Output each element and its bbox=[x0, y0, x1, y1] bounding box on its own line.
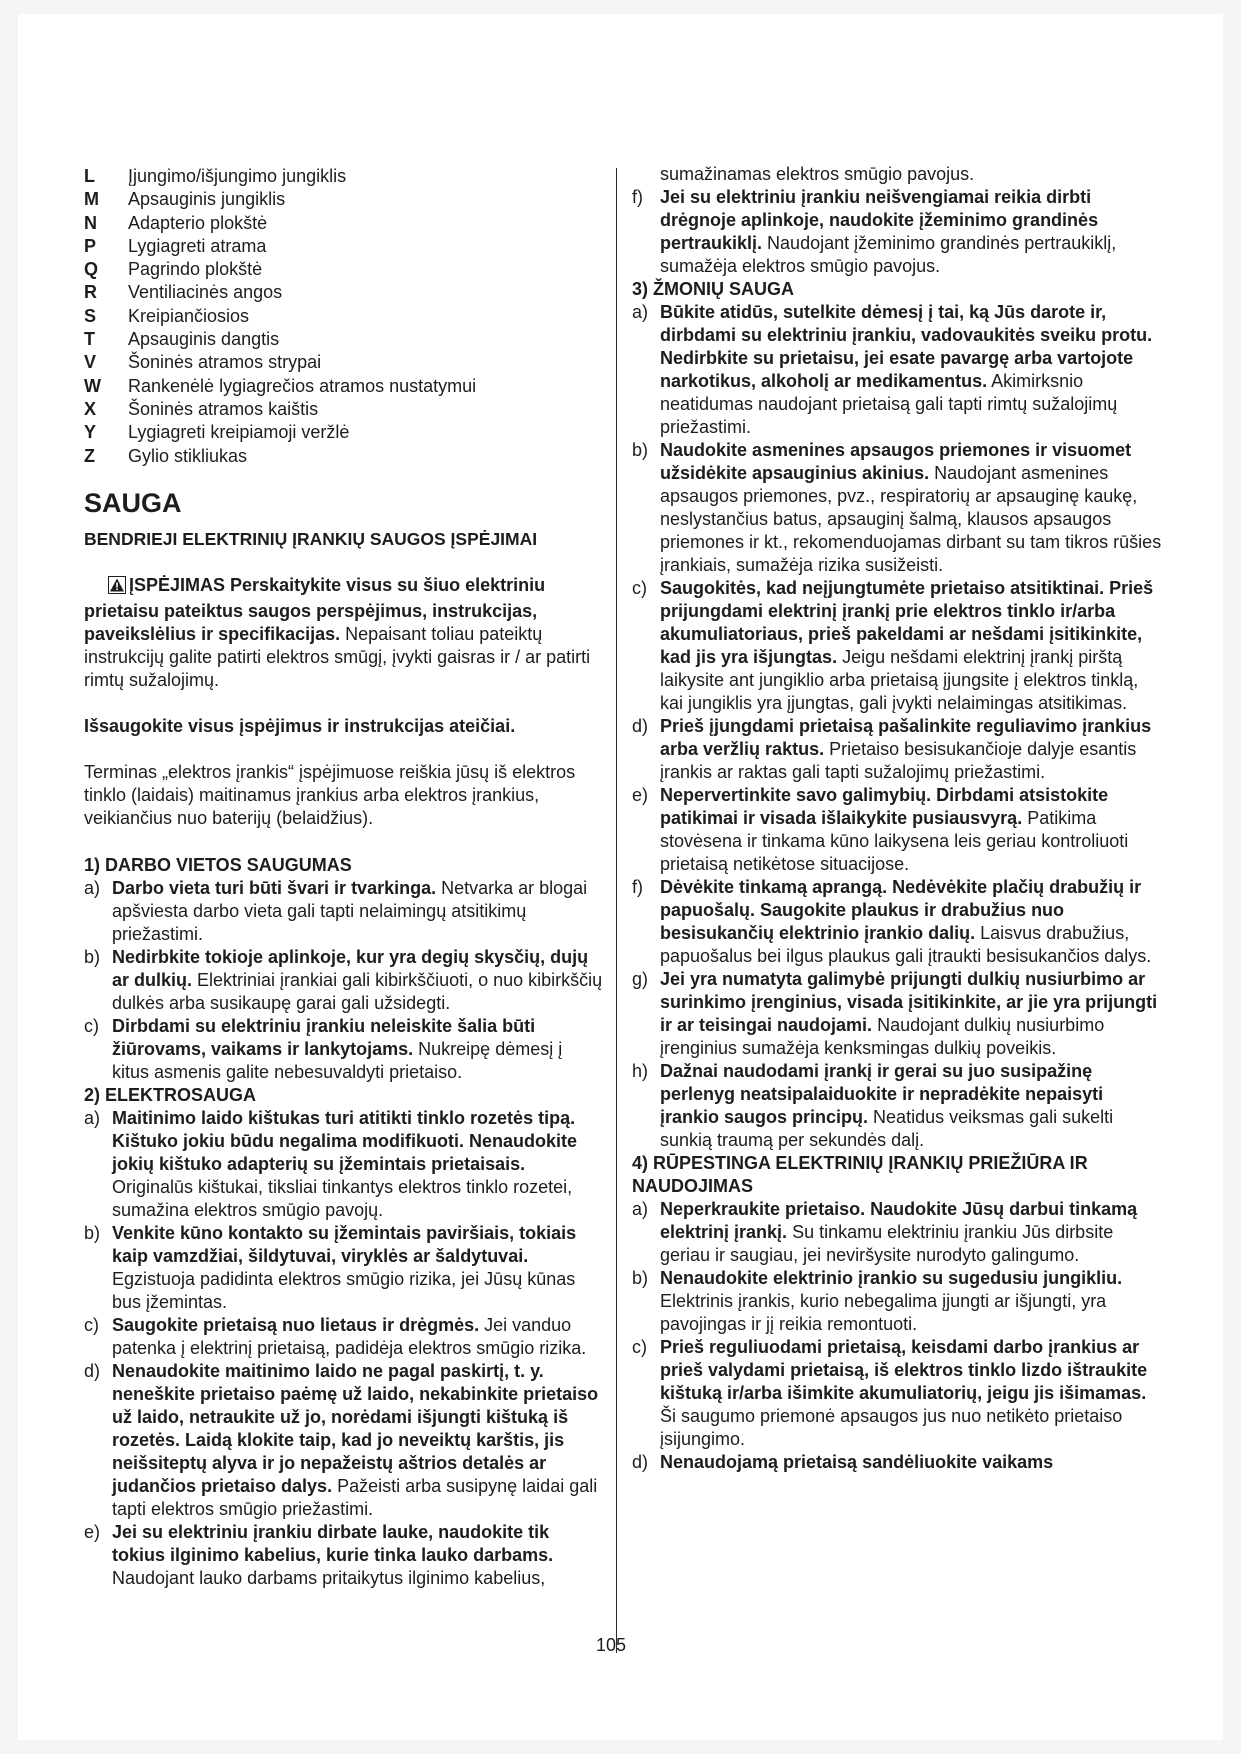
legend-key: W bbox=[84, 375, 101, 396]
item-text: Netvarka ar blogai apšviesta darbo vieta gali tapti nelaimingų atsitikimų priežastimi. bbox=[112, 877, 588, 944]
list-item bbox=[632, 1267, 1162, 1336]
legend-row bbox=[84, 235, 604, 258]
item-text: Naudojant dulkių nusiurbimo įrenginius sumažėja kenksmingas dulkių poveikis. bbox=[660, 1015, 1105, 1058]
legend-key: T bbox=[84, 329, 95, 350]
item-bold-text: Neperkraukite prietaiso. Naudokite Jūsų darbui tinkamą elektrinį įrankį. bbox=[660, 1199, 1138, 1242]
legend-text: Rankenėlė lygiagrečios atramos nustatymui bbox=[128, 375, 477, 396]
column-divider bbox=[616, 168, 617, 1653]
item-body bbox=[112, 1314, 604, 1360]
item-bold-text: Nenaudojamą prietaisą sandėliuokite vaikams bbox=[660, 1452, 1054, 1472]
list-item bbox=[84, 1222, 604, 1314]
section-heading: 1) DARBO VIETOS SAUGUMAS bbox=[84, 854, 352, 875]
list-item bbox=[84, 1107, 604, 1222]
legend-row bbox=[84, 421, 604, 444]
legend-text: Ventiliacinės angos bbox=[128, 282, 283, 303]
item-body bbox=[660, 784, 1162, 876]
list-item bbox=[632, 784, 1162, 876]
save-instructions-text: Išsaugokite visus įspėjimus ir instrukcijas ateičiai. bbox=[84, 715, 516, 736]
item-body bbox=[112, 1015, 604, 1084]
item-text: Elektriniai įrankiai gali kibirkščiuoti, o nuo kibirkščių dulkės arba susikaupę garai gali užsidegti. bbox=[112, 969, 603, 1013]
legend-row bbox=[84, 351, 604, 374]
legend-row bbox=[84, 398, 604, 421]
item-label: a) bbox=[84, 1107, 101, 1128]
item-text: Laisvus drabužius, papuošalus bei ilgus plaukus gali įtraukti besisukančios dalys. bbox=[660, 923, 1152, 966]
legend-text: Apsauginis dangtis bbox=[128, 329, 280, 350]
item-body bbox=[660, 876, 1162, 968]
item-body bbox=[660, 439, 1162, 577]
legend-key: N bbox=[84, 212, 97, 233]
item-bold-text: Saugokitės, kad neįjungtumėte prietaiso atsitiktinai. Prieš prijungdami elektrinį įrankį prie elektros tinklo ir/arba akumuliatoriaus, prieš pakeldami ar nešdami įsitikinkite, kad jis yra išjungtas. bbox=[660, 578, 1154, 667]
legend-text: Pagrindo plokštė bbox=[128, 259, 263, 280]
item-text: Naudojant lauko darbams pritaikytus ilginimo kabelius, bbox=[112, 1567, 546, 1588]
warning-bold-text: ĮSPĖJIMAS Perskaitykite visus su šiuo elektriniu prietaisu pateiktus saugos perspėjimus, instrukcijas, paveikslėlius ir specifikacijas. bbox=[84, 574, 546, 644]
list-item bbox=[84, 1360, 604, 1521]
warning-text: Nepaisant toliau pateiktų instrukcijų galite patirti elektros smūgį, įvykti gaisras ir / ar patirti rimtų sužalojimų. bbox=[84, 623, 591, 690]
list-item bbox=[632, 1198, 1162, 1267]
legend-key: Z bbox=[84, 445, 95, 466]
item-label: g) bbox=[632, 969, 649, 989]
legend-row bbox=[84, 258, 604, 281]
item-text: Pažeisti arba susipynę laidai gali tapti elektros smūgio priežastimi. bbox=[112, 1475, 598, 1519]
item-bold-text: Saugokite prietaisą nuo lietaus ir drėgmės. bbox=[112, 1314, 480, 1335]
item-bold-text: Nedirbkite tokioje aplinkoje, kur yra degių skysčių, dujų ar dulkių. bbox=[112, 946, 589, 990]
legend-row bbox=[84, 165, 604, 188]
item-body bbox=[660, 1336, 1162, 1451]
item-label: c) bbox=[84, 1314, 99, 1335]
item-body bbox=[660, 1060, 1162, 1152]
item-body bbox=[112, 1107, 604, 1222]
item-body bbox=[660, 186, 1162, 278]
item-bold-text: Darbo vieta turi būti švari ir tvarkinga. bbox=[112, 877, 437, 898]
legend-row bbox=[84, 445, 604, 468]
item-bold-text: Jei su elektriniu įrankiu neišvengiamai reikia dirbti drėgnoje aplinkoje, naudokite įžeminimo grandinės pertraukiklį. bbox=[660, 187, 1099, 253]
item-body bbox=[660, 1198, 1162, 1267]
legend-text: Šoninės atramos strypai bbox=[128, 352, 322, 373]
legend-key: R bbox=[84, 282, 97, 303]
legend-text: Lygiagreti kreipiamoji veržlė bbox=[128, 422, 350, 443]
item-text: Jeigu nešdami elektrinį įrankį pirštą laikysite ant jungiklio arba prietaisą įjungsite į elektros tinklą, kai jungiklis yra įjungtas, gali įvykti nelaimingas atsitikimas. bbox=[660, 647, 1139, 713]
term-definition-text: Terminas „elektros įrankis“ įspėjimuose reiškia jūsų iš elektros tinklo (laidais) maitinamus įrankius arba elektros įrankius, veikiančius nuo baterijų (belaidžius). bbox=[84, 761, 576, 828]
list-item bbox=[632, 1336, 1162, 1451]
item-label: d) bbox=[84, 1360, 101, 1381]
list-item bbox=[84, 1521, 604, 1590]
item-label: c) bbox=[84, 1015, 99, 1036]
legend-key: P bbox=[84, 235, 97, 256]
left-column bbox=[84, 165, 604, 1590]
item-label: b) bbox=[632, 440, 649, 460]
list-item bbox=[632, 439, 1162, 577]
legend-key: Q bbox=[84, 259, 99, 280]
list-item bbox=[632, 1060, 1162, 1152]
list-item bbox=[84, 1015, 604, 1084]
item-label: a) bbox=[632, 302, 649, 322]
item-bold-text: Nenaudokite maitinimo laido ne pagal paskirtį, t. y. neneškite prietaiso paėmę už laido, nekabinkite prietaiso už laido, netraukite už jo, norėdami išjungti kištuką iš rozetės. Laidą klokite taip, kad jo neveiktų karštis, jis neišsiteptų alyva ir jo nepažeistų aštrios detalės ar judančios prietaiso dalys. bbox=[112, 1360, 599, 1496]
section-heading: 4) RŪPESTINGA ELEKTRINIŲ ĮRANKIŲ PRIEŽIŪRA IR NAUDOJIMAS bbox=[632, 1153, 1088, 1196]
item-bold-text: Dažnai naudodami įrankį ir gerai su juo susipažinę perlenyg neatsipalaiduokite ir nepradėkite nepaisyti įrankio saugos principų. bbox=[660, 1061, 1104, 1127]
item-label: f) bbox=[632, 187, 643, 207]
warning-paragraph bbox=[84, 574, 604, 692]
item-text: Naudojant asmenines apsaugos priemones, pvz., respiratorių ar apsauginę kaukę, neslystančius batus, apsauginį šalmą, klausos apsaugos priemones ir kt., rekomenduojamas dirbant su tam tikros rūšies įrankiais, sumažėja rizika susižeisti. bbox=[660, 463, 1162, 575]
page-number: 105 bbox=[596, 1635, 627, 1655]
item-label: e) bbox=[632, 785, 649, 805]
item-bold-text: Būkite atidūs, sutelkite dėmesį į tai, ką Jūs darote ir, dirbdami su elektriniu įrankiu, vadovaukitės sveiku protu. Nedirbkite su prietaisu, jei esate pavargę arba vartojote narkotikus, alkoholį ar medikamentus. bbox=[660, 302, 1153, 391]
legend-key: X bbox=[84, 398, 97, 419]
item-text: Nukreipę dėmesį į kitus asmenis galite nebesuvaldyti prietaiso. bbox=[112, 1038, 563, 1082]
item-label: d) bbox=[632, 1452, 649, 1472]
right-column bbox=[632, 163, 1162, 1474]
item-label: b) bbox=[84, 1222, 101, 1243]
legend-text: Šoninės atramos kaištis bbox=[128, 398, 319, 419]
list-item bbox=[632, 577, 1162, 715]
item-text: Naudojant įžeminimo grandinės pertraukiklį, sumažėja elektros smūgio pavojus. bbox=[660, 233, 1117, 276]
item-body bbox=[660, 968, 1162, 1060]
legend-key: M bbox=[84, 189, 99, 210]
item-text: Ši saugumo priemonė apsaugos jus nuo netikėto prietaiso įsijungimo. bbox=[660, 1406, 1123, 1449]
list-item bbox=[632, 301, 1162, 439]
item-body bbox=[660, 301, 1162, 439]
right-item-f bbox=[632, 186, 1162, 278]
legend-key: L bbox=[84, 166, 95, 186]
item-text: Prietaiso besisukančioje dalyje esantis įrankis ar raktas gali tapti sužalojimų priežastimi. bbox=[660, 739, 1137, 782]
item-label: a) bbox=[84, 877, 101, 898]
right-sections bbox=[632, 278, 1162, 1474]
general-warnings-title: BENDRIEJI ELEKTRINIŲ ĮRANKIŲ SAUGOS ĮSPĖJIMAI bbox=[84, 528, 538, 549]
item-bold-text: Naudokite asmenines apsaugos priemones ir visuomet užsidėkite apsauginius akinius. bbox=[660, 440, 1132, 483]
item-label: e) bbox=[84, 1521, 101, 1542]
item-bold-text: Jei yra numatyta galimybė prijungti dulkių nusiurbimo ar surinkimo įrenginius, visada įsitikinkite, ar jie yra prijungti ir ar teisingai naudojami. bbox=[660, 969, 1158, 1035]
item-body bbox=[660, 715, 1162, 784]
item-label: h) bbox=[632, 1061, 649, 1081]
item-body bbox=[660, 1267, 1162, 1336]
section-heading: 2) ELEKTROSAUGA bbox=[84, 1084, 257, 1105]
legend-text: Įjungimo/išjungimo jungiklis bbox=[128, 166, 347, 186]
section-heading: 3) ŽMONIŲ SAUGA bbox=[632, 279, 794, 299]
item-body bbox=[112, 1521, 604, 1590]
item-label: f) bbox=[632, 877, 643, 897]
item-bold-text: Dėvėkite tinkamą aprangą. Nedėvėkite plačių drabužių ir papuošalų. Saugokite plaukus ir drabužius nuo besisukančių elektrinio įrankio dalių. bbox=[660, 877, 1142, 943]
legend-row bbox=[84, 281, 604, 304]
legend-row bbox=[84, 188, 604, 211]
item-text: Akimirksnio neatidumas naudojant prietaisą gali tapti rimtų sužalojimų priežastimi. bbox=[660, 371, 1118, 437]
list-item bbox=[632, 876, 1162, 968]
parts-legend bbox=[84, 165, 604, 468]
item-label: c) bbox=[632, 1337, 647, 1357]
item-bold-text: Nepervertinkite savo galimybių. Dirbdami atsistokite patikimai ir visada išlaikykite pusiausvyrą. bbox=[660, 785, 1109, 828]
list-item bbox=[632, 715, 1162, 784]
item-text: Neatidus veiksmas gali sukelti sunkią traumą per sekundės dalį. bbox=[660, 1107, 1114, 1150]
item-label: c) bbox=[632, 578, 647, 598]
item-text: Patikima stovėsena ir tinkama kūno laikysena leis geriau kontroliuoti prietaisą netikėtose situacijose. bbox=[660, 808, 1129, 874]
item-text: Egzistuoja padidinta elektros smūgio rizika, jei Jūsų kūnas bus įžemintas. bbox=[112, 1268, 576, 1312]
continuation-text: sumažinamas elektros smūgio pavojus. bbox=[660, 164, 975, 184]
legend-text: Kreipiančiosios bbox=[128, 305, 250, 326]
list-item bbox=[84, 877, 604, 946]
item-label: d) bbox=[632, 716, 649, 736]
item-bold-text: Jei su elektriniu įrankiu dirbate lauke, naudokite tik tokius ilginimo kabelius, kurie tinka lauko darbams. bbox=[112, 1521, 554, 1565]
item-text: Su tinkamu elektriniu įrankiu Jūs dirbsite geriau ir saugiau, jei neviršysite nurodyto galingumo. bbox=[660, 1222, 1114, 1265]
legend-key: Y bbox=[84, 422, 97, 443]
legend-text: Lygiagreti atrama bbox=[128, 235, 267, 256]
item-body bbox=[112, 946, 604, 1015]
list-item bbox=[632, 186, 1162, 278]
item-body bbox=[660, 1451, 1162, 1474]
legend-row bbox=[84, 328, 604, 351]
legend-key: S bbox=[84, 305, 97, 326]
list-item bbox=[84, 946, 604, 1015]
item-text: Jei vanduo patenka į elektrinį prietaisą, padidėja elektros smūgio rizika. bbox=[112, 1314, 587, 1358]
left-sections bbox=[84, 854, 604, 1590]
item-body bbox=[112, 1222, 604, 1314]
item-label: a) bbox=[632, 1199, 649, 1219]
item-bold-text: Venkite kūno kontakto su įžemintais paviršiais, tokiais kaip vamzdžiai, šildytuvai, viryklės ar šaldytuvai. bbox=[112, 1222, 577, 1266]
item-bold-text: Prieš įjungdami prietaisą pašalinkite reguliavimo įrankius arba veržlių raktus. bbox=[660, 716, 1152, 759]
item-bold-text: Nenaudokite elektrinio įrankio su sugedusiu jungikliu. bbox=[660, 1268, 1123, 1288]
item-body bbox=[660, 577, 1162, 715]
list-item bbox=[632, 1451, 1162, 1474]
legend-key: V bbox=[84, 352, 97, 373]
item-label: b) bbox=[632, 1268, 649, 1288]
warning-triangle-icon bbox=[108, 576, 126, 600]
item-label: b) bbox=[84, 946, 101, 967]
legend-row bbox=[84, 305, 604, 328]
legend-row bbox=[84, 375, 604, 398]
item-body bbox=[112, 877, 604, 946]
legend-text: Apsauginis jungiklis bbox=[128, 189, 286, 210]
list-item bbox=[84, 1314, 604, 1360]
item-text: Elektrinis įrankis, kurio nebegalima įjungti ar išjungti, yra pavojingas ir jį reikia remontuoti. bbox=[660, 1291, 1107, 1334]
legend-text: Adapterio plokštė bbox=[128, 212, 268, 233]
legend-row bbox=[84, 212, 604, 235]
item-text: Originalūs kištukai, tiksliai tinkantys elektros tinklo rozetei, sumažina elektros smūgio pavojų. bbox=[112, 1176, 573, 1220]
legend-text: Gylio stikliukas bbox=[128, 445, 248, 466]
list-item bbox=[632, 968, 1162, 1060]
item-body bbox=[112, 1360, 604, 1521]
item-bold-text: Maitinimo laido kištukas turi atitikti tinklo rozetės tipą. Kištuko jokiu būdu negalima modifikuoti. Nenaudokite jokių kištuko adapterių su įžemintais prietaisais. bbox=[112, 1107, 578, 1174]
item-bold-text: Prieš reguliuodami prietaisą, keisdami darbo įrankius ar prieš valydami prietaisą, iš elektros tinklo lizdo ištraukite kištuką ir/arba išimkite akumuliatorių, jeigu jis išimamas. bbox=[660, 1337, 1148, 1403]
section-title-sauga: SAUGA bbox=[84, 487, 182, 518]
item-bold-text: Dirbdami su elektriniu įrankiu neleiskite šalia būti žiūrovams, vaikams ir lankytojams. bbox=[112, 1015, 536, 1059]
